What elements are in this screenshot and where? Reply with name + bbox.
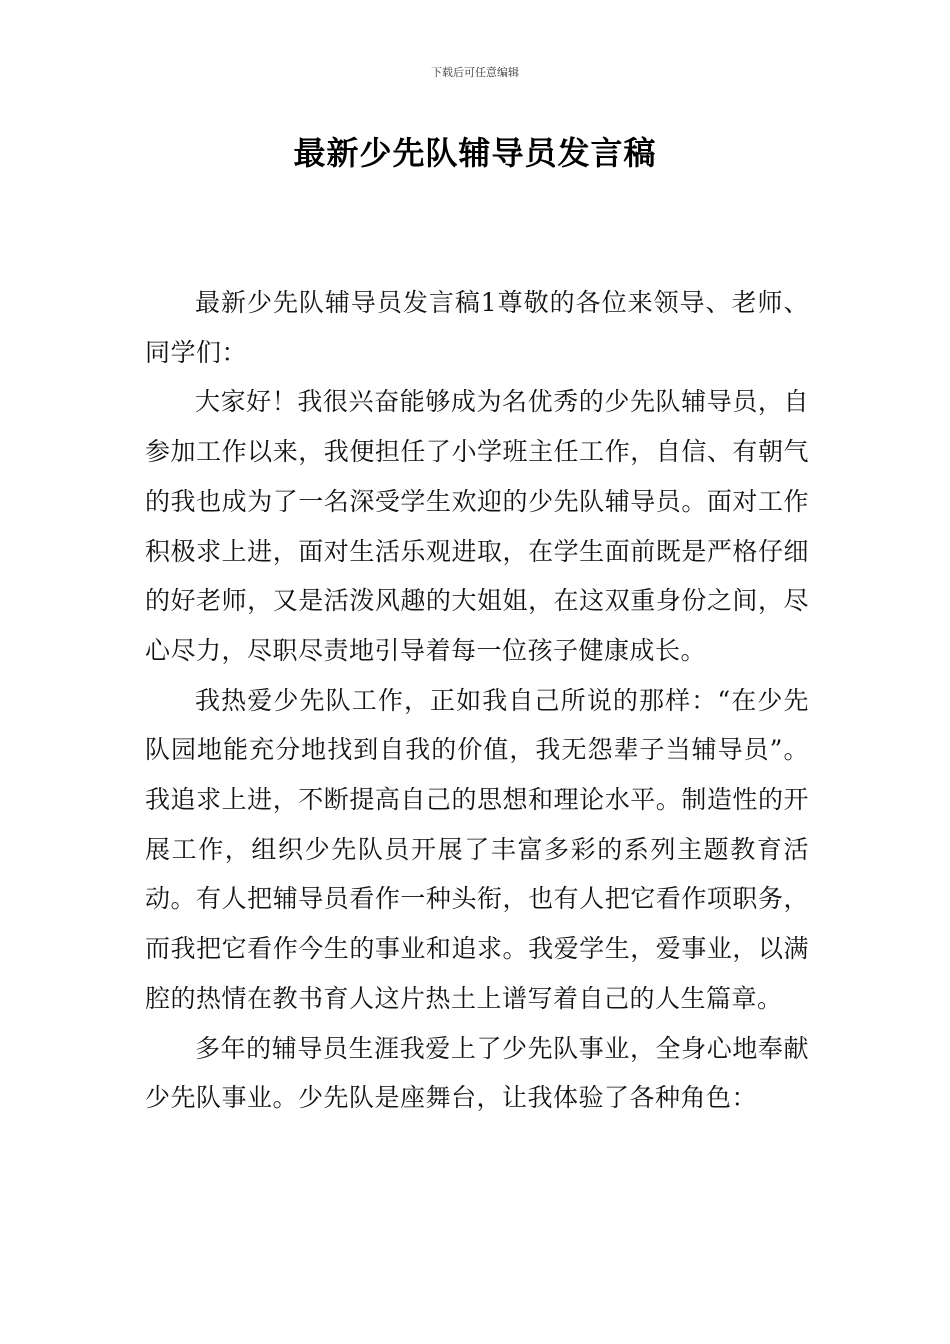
body-paragraph: 多年的辅导员生涯我爱上了少先队事业，全身心地奉献少先队事业。少先队是座舞台，让我体验了各种角色：	[145, 1033, 809, 1113]
document-title: 最新少先队辅导员发言稿	[293, 134, 657, 172]
body-paragraph: 最新少先队辅导员发言稿1尊敬的各位来领导、老师、同学们：	[145, 288, 809, 367]
document-body	[145, 278, 809, 1123]
body-paragraph: 大家好！我很兴奋能够成为名优秀的少先队辅导员，自参加工作以来，我便担任了小学班主任工作，自信、有朝气的我也成为了一名深受学生欢迎的少先队辅导员。面对工作积极求上进，面对生活乐观进取，在学生面前既是严格仔细的好老师，又是活泼风趣的大姐姐，在这双重身份之间，尽心尽力，尽职尽责地引导着每一位孩子健康成长。	[145, 387, 809, 665]
body-paragraph: 我热爱少先队工作，正如我自己所说的那样：“在少先队园地能充分地找到自我的价值，我无怨辈子当辅导员”。我追求上进，不断提高自己的思想和理论水平。制造性的开展工作，组织少先队员开展了丰富多彩的系列主题教育活动。有人把辅导员看作一种头衔，也有人把它看作项职务，而我把它看作今生的事业和追求。我爱学生，爱事业，以满腔的热情在教书育人这片热土上谱写着自己的人生篇章。	[145, 685, 809, 1013]
header-note: 下载后可任意编辑	[431, 66, 519, 79]
